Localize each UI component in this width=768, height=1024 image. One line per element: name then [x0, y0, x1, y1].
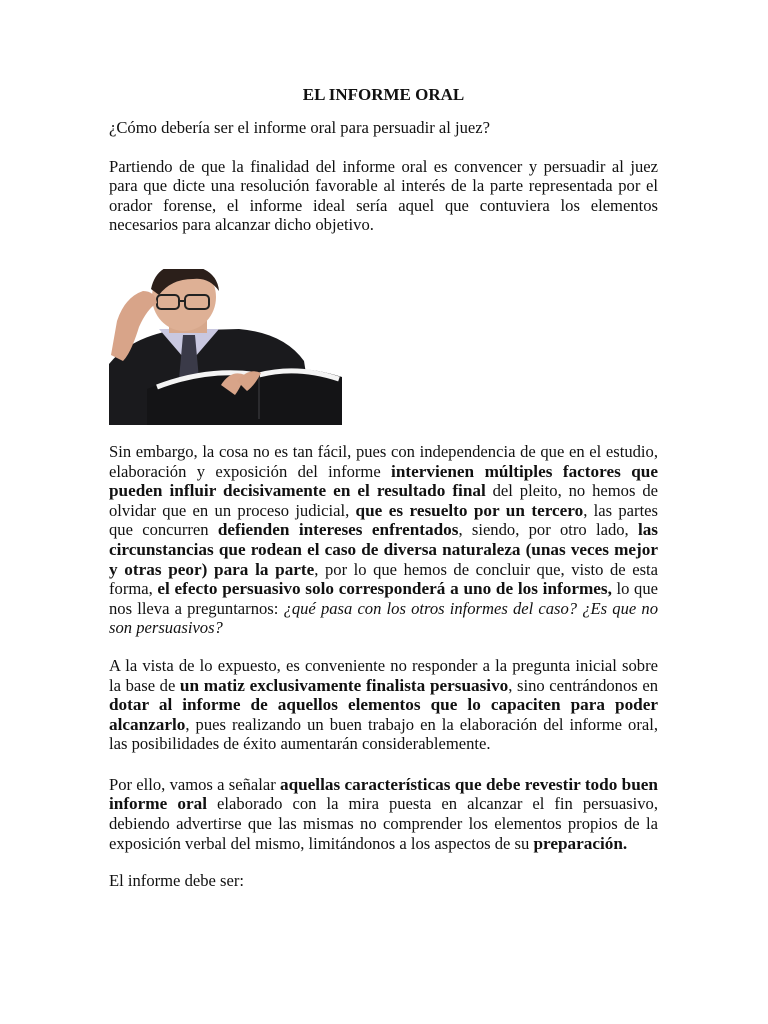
p2-text-3: , las partes que concurren — [109, 500, 659, 540]
p3-text-1: A la vista de lo expuesto, es conveniente no responder a la pregunta inicial sobre la base de — [109, 655, 658, 695]
p4-bold-2: preparación. — [533, 833, 628, 853]
p2-bold-3: defienden intereses enfrentados — [217, 520, 459, 540]
p2-text-2: del pleito, no hemos de olvidar que en un proceso judicial, — [109, 481, 658, 520]
p4-text-2: elaborado con la mira puesta en alcanzar el fin persuasivo, debiendo advertirse que las mismas no comprender los elementos propios de la exposición verbal del mismo, limitándonos a los aspectos de su — [109, 794, 658, 853]
paragraph-3 — [109, 656, 658, 754]
paragraph-1: Partiendo de que la finalidad del informe oral es convencer y persuadir al juez para que dicte una resolución favorable al interés de la parte representada por el orador forense, el informe ideal sería aquel que contuviera los elementos necesarios para alcanzar dicho objetivo. — [109, 156, 658, 235]
p4-text-1: Por ello, vamos a señalar — [109, 774, 280, 794]
p2-text-6: lo que nos lleva a preguntarnos: — [109, 579, 658, 618]
p2-bold-5: el efecto persuasivo solo corresponderá a uno de los informes, — [157, 579, 612, 599]
photo-illustration — [109, 269, 342, 425]
paragraph-2 — [109, 442, 658, 638]
p2-text-4: , siendo, por otro lado, — [458, 520, 638, 540]
p2-italic-question: ¿qué pasa con los otros informes del caso? ¿Es que no son persuasivos? — [109, 598, 658, 638]
p3-bold-2: dotar al informe de aquellos elementos que lo capaciten para poder alcanzarlo — [109, 695, 658, 734]
intro-question: ¿Cómo debería ser el informe oral para persuadir al juez? — [109, 118, 491, 137]
paragraph-4 — [109, 775, 658, 853]
man-reading-book-photo — [109, 269, 342, 425]
paragraph-5: El informe debe ser: — [109, 871, 245, 891]
p4-bold-1: aquellas características que debe revestir todo buen informe oral — [109, 774, 658, 814]
p2-bold-1: intervienen múltiples factores que pueden influir decisivamente en el resultado final — [109, 461, 658, 501]
p2-text-5: , por lo que hemos de concluir que, visto de esta forma, — [109, 559, 658, 599]
p2-bold-4: las circunstancias que rodean el caso de diversa naturaleza (unas veces mejor y otras peor) para la parte — [109, 520, 658, 579]
document-title: EL INFORME ORAL — [302, 85, 465, 104]
p3-text-2: , sino centrándonos en — [508, 675, 658, 695]
p2-text-1: Sin embargo, la cosa no es tan fácil, pues con independencia de que en el estudio, elaboración y exposición del informe — [109, 441, 658, 481]
p2-bold-2: que es resuelto por un tercero — [355, 500, 584, 520]
p3-text-3: , pues realizando un buen trabajo en la elaboración del informe oral, las posibilidades de éxito aumentarán considerablemente. — [109, 714, 658, 754]
p3-bold-1: un matiz exclusivamente finalista persuasivo — [179, 675, 509, 695]
document-body — [109, 84, 658, 891]
